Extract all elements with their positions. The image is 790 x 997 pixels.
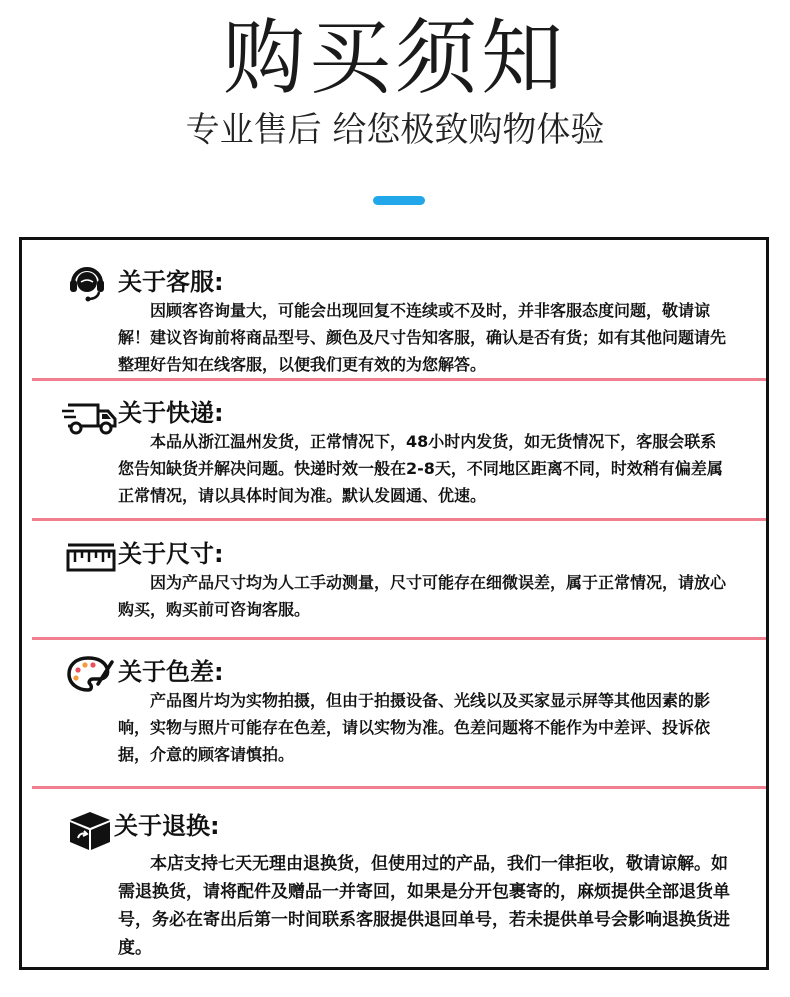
section-text: 本店支持七天无理由退换货，但使用过的产品，我们一律拒收，敬请谅解。如需退换货，请将配件及赠品一并寄回，如果是分开包裹寄的，麻烦提供全部退货单号，务必在寄出后第一时间联系客服提供退回单号，若未提供单号会影响退换货进度。: [118, 854, 730, 958]
divider: [32, 637, 766, 640]
section-heading: 关于客服:: [118, 268, 224, 296]
page-title: 购买须知: [222, 11, 567, 106]
page-subtitle: 专业售后 给您极致购物体验: [185, 110, 605, 150]
headset-icon: [68, 264, 106, 308]
section-heading: 关于快递:: [118, 399, 224, 427]
section-text: 产品图片均为实物拍摄，但由于拍摄设备、光线以及买家显示屏等其他因素的影响，实物与照片可能存在色差，请以实物为准。色差问题将不能作为中差评、投诉依据，介意的顾客请慎拍。: [118, 691, 711, 764]
notice-box: [19, 237, 769, 970]
section-text: 因顾客咨询量大，可能会出现回复不连续或不及时，并非客服态度问题，敬请谅解！建议咨询前将商品型号、颜色及尺寸告知客服，确认是否有货；如有其他问题请先整理好告知在线客服，以便我们更有效的为您解答。: [118, 301, 727, 374]
section-heading: 关于色差:: [118, 658, 224, 686]
divider: [32, 518, 766, 521]
section-text: 本品从浙江温州发货，正常情况下，48小时内发货，如无货情况下，客服会联系您告知缺货并解决问题。快递时效一般在2-8天，不同地区距离不同，时效稍有偏差属正常情况，请以具体时间为准。默认发圆通、优速。: [118, 432, 723, 505]
palette-icon: [66, 654, 114, 698]
section-heading: 关于退换:: [114, 812, 220, 840]
divider: [32, 786, 766, 789]
section-heading: 关于尺寸:: [118, 540, 224, 568]
delivery-truck-icon: [62, 399, 118, 439]
ruler-icon: [66, 542, 116, 576]
accent-bar: [373, 196, 425, 205]
section-text: 因为产品尺寸均为人工手动测量，尺寸可能存在细微误差，属于正常情况，请放心购买，购买前可咨询客服。: [118, 573, 727, 619]
return-box-icon: [66, 808, 114, 856]
divider: [32, 378, 766, 381]
